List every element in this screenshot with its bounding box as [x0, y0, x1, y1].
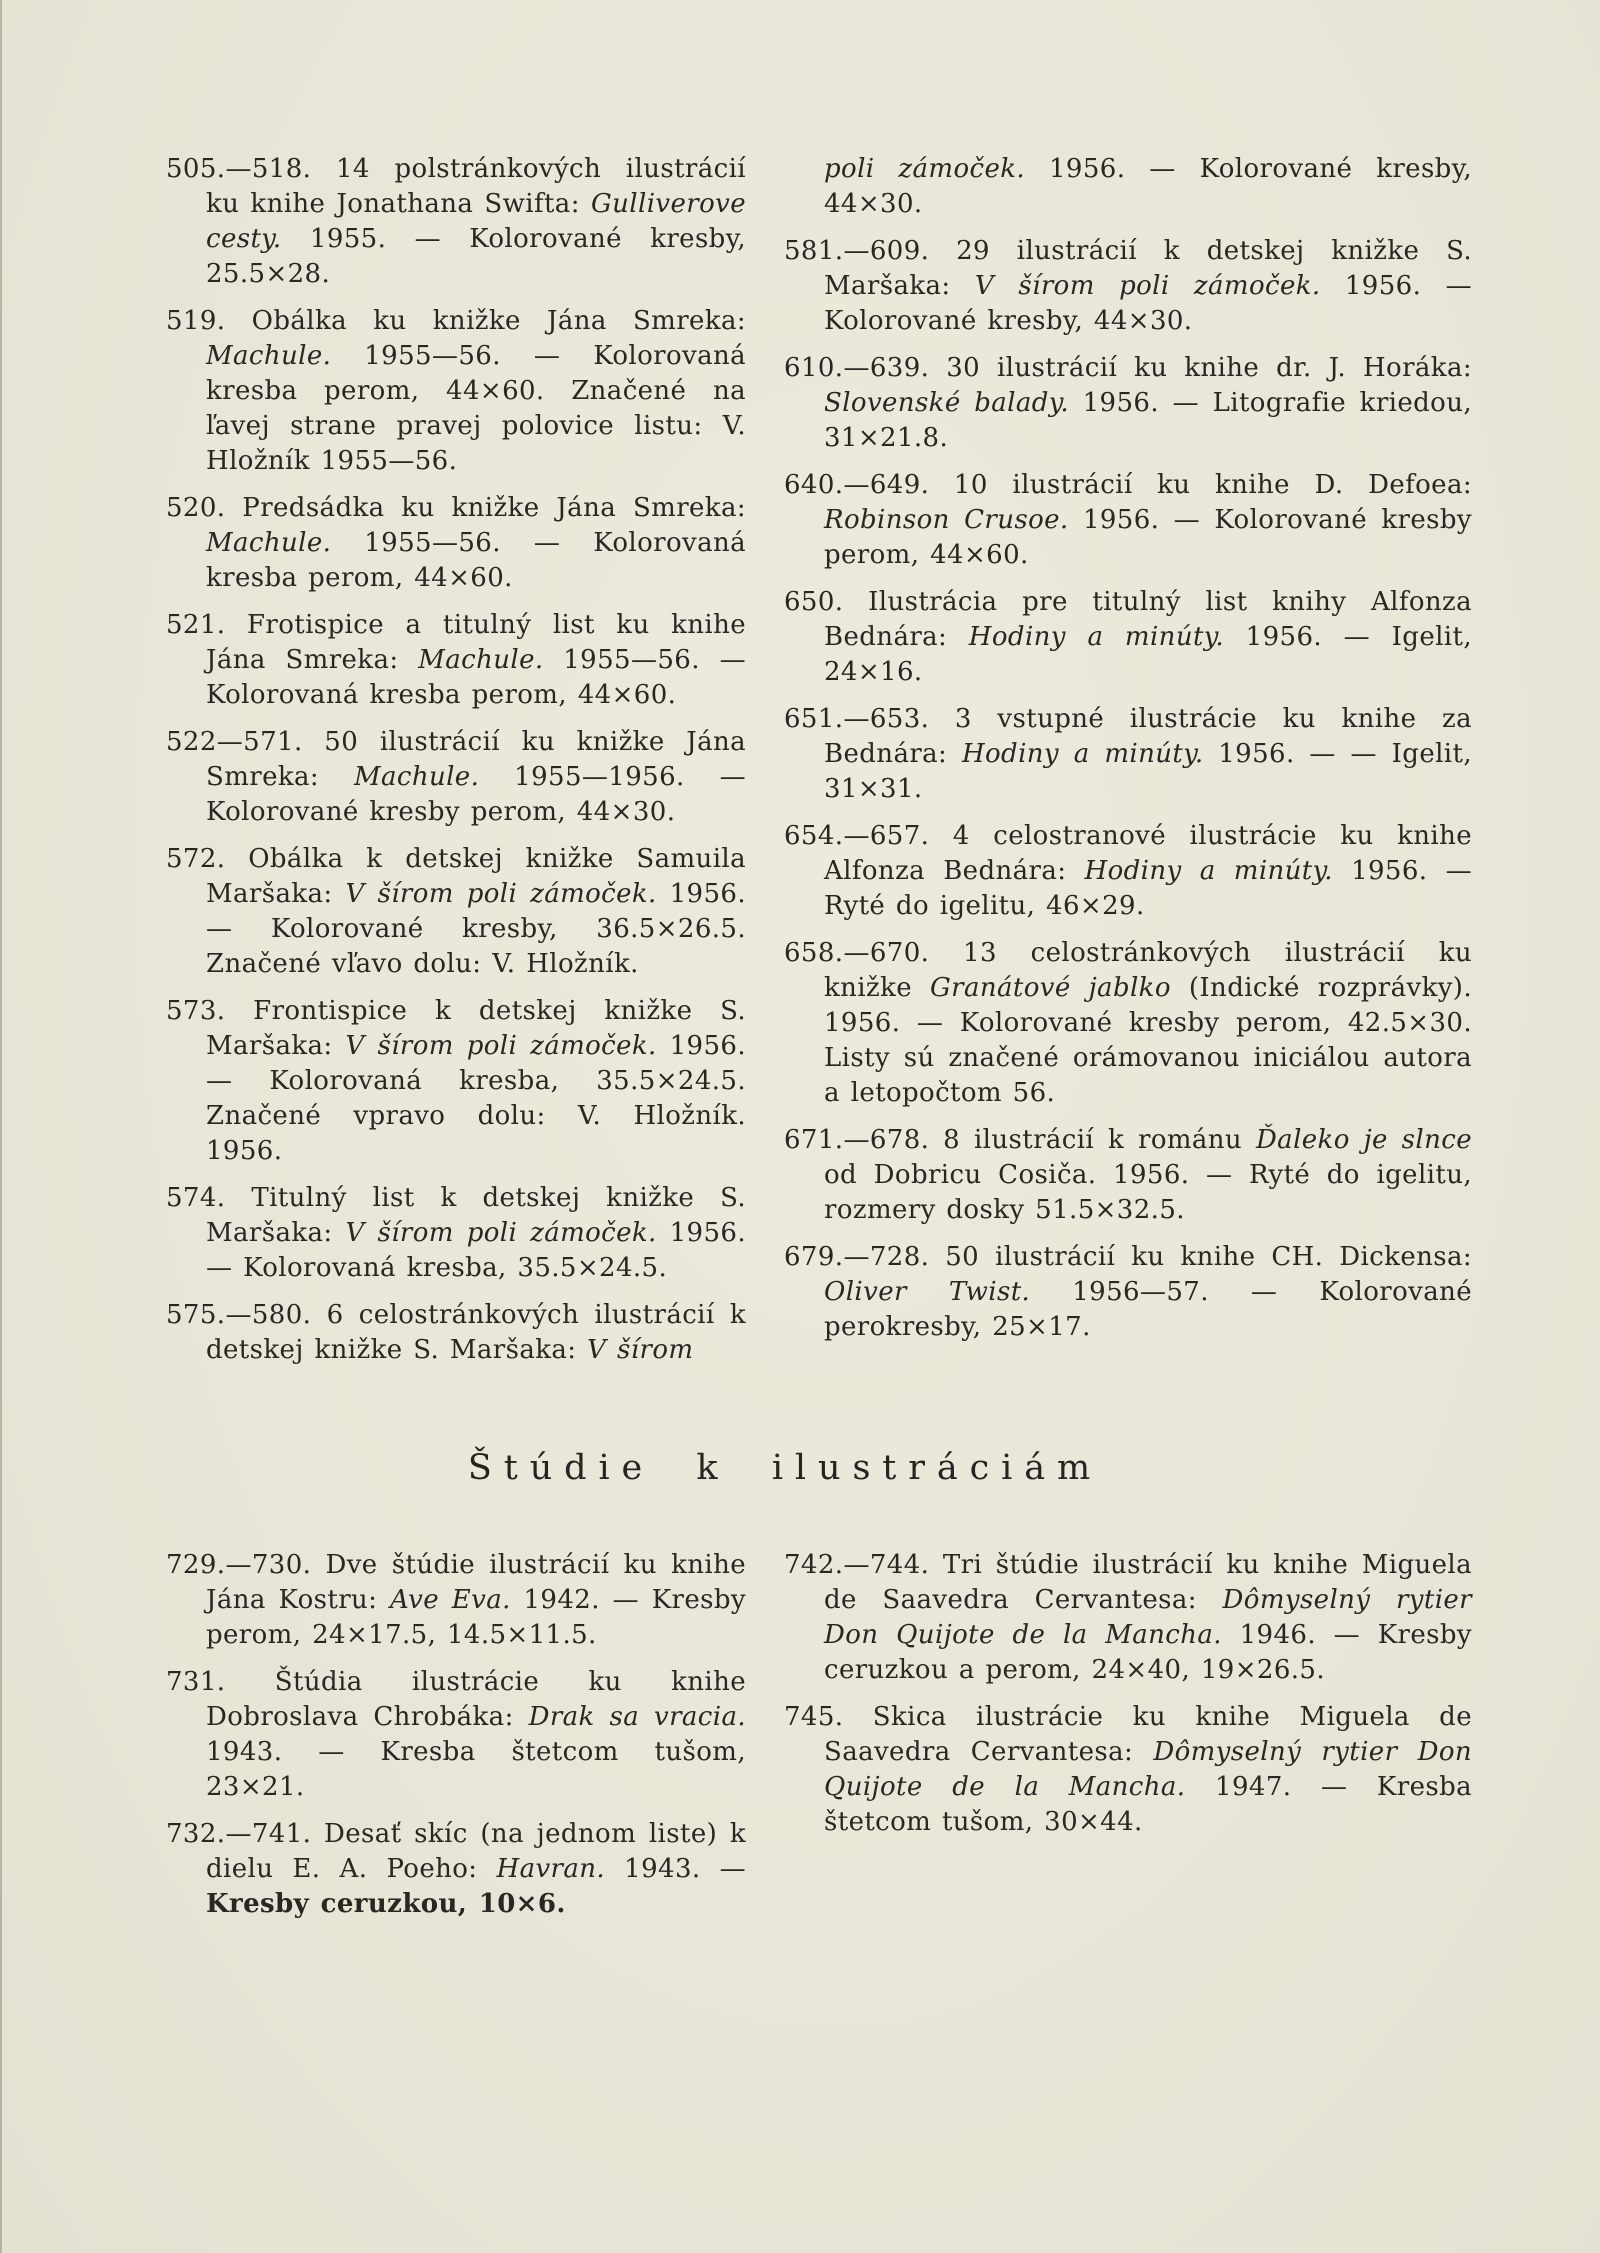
entry-text: 1946. — Kresby ceruzkou a perom, 24×40, 19×26.5. — [824, 1620, 1472, 1685]
entry-text: 1943. — — [605, 1854, 746, 1884]
entry-text: 650. Ilustrácia pre titulný list knihy Alfonza Bednára: — [784, 587, 1472, 652]
catalog-entry — [784, 234, 1472, 339]
entry-text: 729.—730. Dve štúdie ilustrácií ku knihe Jána Kostru: — [166, 1550, 746, 1615]
entry-text: 1956. — — Igelit, 31×31. — [824, 739, 1473, 804]
catalog-entry — [166, 1665, 746, 1805]
catalog-entry — [166, 491, 746, 596]
bottom-left-column — [166, 1548, 746, 1922]
catalog-entry — [166, 152, 746, 292]
entry-text: 1956. — Kolorovaná kresba, 35.5×24.5. Značené vpravo dolu: V. Hložník. 1956. — [206, 1031, 746, 1166]
entry-text: 658.—670. 13 celostránkových ilustrácií ku knižke — [784, 938, 1472, 1003]
entry-text: 745. Skica ilustrácie ku knihe Miguela de Saavedra Cervantesa: — [784, 1702, 1472, 1767]
entry-text: 574. Titulný list k detskej knižke S. Maršaka: — [166, 1183, 746, 1248]
catalog-entry — [784, 1548, 1472, 1688]
book-title-text: Machule. — [418, 645, 544, 675]
entry-text: 1956—57. — Kolorované perokresby, 25×17. — [824, 1277, 1473, 1342]
catalog-entry — [166, 1817, 746, 1922]
book-title-text: Hodiny a minúty. — [961, 739, 1204, 769]
catalog-section-top — [166, 152, 1472, 1368]
catalog-entry — [784, 351, 1472, 456]
entry-text: 1955—56. — Kolorovaná kresba perom, 44×60. — [206, 645, 746, 710]
catalog-entry — [784, 468, 1472, 573]
book-title-text: Slovenské balady. — [824, 388, 1070, 418]
entry-text: 573. Frontispice k detskej knižke S. Maršaka: — [166, 996, 746, 1061]
catalog-entry — [166, 1181, 746, 1286]
book-title-text: Hodiny a minúty. — [1084, 856, 1333, 886]
entry-text: 1956. — Kolorované kresby, 44×30. — [824, 271, 1472, 336]
section-heading: Štúdie k ilustráciám — [467, 1448, 1103, 1488]
entry-text: 572. Obálka k detskej knižke Samuila Maršaka: — [166, 844, 746, 909]
entry-text: 1956. — Litografie kriedou, 31×21.8. — [824, 388, 1472, 453]
book-title-text: V šírom poli zámoček. — [974, 271, 1321, 301]
entry-text: 1955—56. — Kolorovaná kresba perom, 44×60. — [206, 528, 746, 593]
entry-text: 520. Predsádka ku knižke Jána Smreka: — [166, 493, 746, 523]
entry-text: 1956. — Kolorované kresby, 36.5×26.5. Značené vľavo dolu: V. Hložník. — [206, 879, 746, 979]
entry-text: 522—571. 50 ilustrácií ku knižke Jána Smreka: — [166, 727, 746, 792]
book-title-text: Havran. — [496, 1854, 606, 1884]
entry-text: 1947. — Kresba štetcom tušom, 30×44. — [824, 1772, 1473, 1837]
catalog-entry — [784, 585, 1472, 690]
book-title-text: Ave Eva. — [390, 1585, 511, 1615]
top-left-column — [166, 152, 746, 1368]
entry-text: 575.—580. 6 celostránkových ilustrácií k detskej knižke S. Maršaka: — [166, 1300, 746, 1365]
catalog-entry — [784, 1700, 1472, 1840]
catalog-entry — [784, 1240, 1472, 1345]
catalog-entry — [166, 1548, 746, 1653]
entry-text: 1956. — Kolorované kresby, 44×30. — [824, 154, 1472, 219]
entry-text: 671.—678. 8 ilustrácií k románu — [784, 1125, 1256, 1155]
entry-text: 1942. — Kresby perom, 24×17.5, 14.5×11.5. — [206, 1585, 746, 1650]
book-title-text: Machule. — [353, 762, 480, 792]
entry-text: 505.—518. 14 polstránkových ilustrácií ku knihe Jonathana Swifta: — [166, 154, 746, 219]
entry-text: 521. Frotispice a titulný list ku knihe Jána Smreka: — [166, 610, 746, 675]
catalog-entry — [784, 819, 1472, 924]
catalog-entry — [166, 725, 746, 830]
book-title-text: poli zámoček. — [824, 154, 1026, 184]
catalog-entry — [166, 842, 746, 982]
book-title-text: Robinson Crusoe. — [824, 505, 1069, 535]
book-title-text: Machule. — [206, 528, 332, 558]
book-title-text: V šírom poli zámoček. — [345, 1218, 657, 1248]
entry-text: 1955—1956. — Kolorované kresby perom, 44×30. — [206, 762, 746, 827]
catalog-entry — [784, 702, 1472, 807]
entry-text: 1956. — Ryté do igelitu, 46×29. — [824, 856, 1472, 921]
book-title-text: Oliver Twist. — [824, 1277, 1031, 1307]
book-title-text: Granátové jablko — [929, 973, 1171, 1003]
book-title-text: V šírom poli zámoček. — [345, 879, 657, 909]
entry-text: 654.—657. 4 celostranové ilustrácie ku knihe Alfonza Bednára: — [784, 821, 1472, 886]
entry-text: 610.—639. 30 ilustrácií ku knihe dr. J. Horáka: — [784, 353, 1472, 383]
entry-text: Kresby ceruzkou, 10×6. — [206, 1889, 566, 1919]
catalog-entry — [166, 994, 746, 1169]
entry-text: 732.—741. Desať skíc (na jednom liste) k dielu E. A. Poeho: — [166, 1819, 746, 1884]
entry-text: 1956. — Kolorované kresby perom, 44×60. — [824, 505, 1472, 570]
entry-text: 731. Štúdia ilustrácie ku knihe Dobroslava Chrobáka: — [166, 1667, 746, 1732]
catalog-entry — [166, 304, 746, 479]
book-title-text: Machule. — [206, 341, 332, 371]
entry-text: 1955. — Kolorované kresby, 25.5×28. — [206, 224, 746, 289]
book-title-text: V šírom poli zámoček. — [345, 1031, 657, 1061]
entry-text: 1956. — Kolorovaná kresba, 35.5×24.5. — [206, 1218, 746, 1283]
catalog-entry — [166, 608, 746, 713]
entry-text: (Indické rozprávky). 1956. — Kolorované kresby perom, 42.5×30. Listy sú značené orámovanou iniciálou autora a letopočtom 56. — [824, 973, 1472, 1108]
entry-text: 519. Obálka ku knižke Jána Smreka: — [166, 306, 746, 336]
book-title-text: Drak sa vracia. — [528, 1702, 746, 1732]
catalog-entry — [784, 1123, 1472, 1228]
top-right-column — [784, 152, 1472, 1368]
book-title-text: Dômyselný rytier Don Quijote de la Mancha. — [824, 1737, 1472, 1802]
bottom-right-column — [784, 1548, 1472, 1922]
entry-text: 581.—609. 29 ilustrácií k detskej knižke S. Maršaka: — [784, 236, 1472, 301]
entry-text: 679.—728. 50 ilustrácií ku knihe CH. Dickensa: — [784, 1242, 1472, 1272]
book-title-text: Ďaleko je slnce — [1255, 1125, 1472, 1155]
catalog-entry — [784, 152, 1472, 222]
entry-text: 1955—56. — Kolorovaná kresba perom, 44×60. Značené na ľavej strane pravej polovice listu: V. Hložník 1955—56. — [206, 341, 746, 476]
catalog-section-bottom — [166, 1548, 1472, 1922]
book-title-text: Gulliverove cesty. — [206, 189, 746, 254]
entry-text: 1943. — Kresba štetcom tušom, 23×21. — [206, 1737, 746, 1802]
catalog-entry — [784, 936, 1472, 1111]
entry-text: 742.—744. Tri štúdie ilustrácií ku knihe Miguela de Saavedra Cervantesa: — [784, 1550, 1472, 1615]
book-title-text: Dômyselný rytier Don Quijote de la Mancha. — [824, 1585, 1473, 1650]
book-title-text: Hodiny a minúty. — [968, 622, 1225, 652]
entry-text: 640.—649. 10 ilustrácií ku knihe D. Defoea: — [784, 470, 1472, 500]
entry-text: 651.—653. 3 vstupné ilustrácie ku knihe za Bednára: — [784, 704, 1472, 769]
catalog-entry — [166, 1298, 746, 1368]
entry-text: 1956. — Igelit, 24×16. — [824, 622, 1472, 687]
book-title-text: V šírom — [587, 1335, 694, 1365]
entry-text: od Dobricu Cosiča. 1956. — Ryté do igelitu, rozmery dosky 51.5×32.5. — [824, 1160, 1472, 1225]
